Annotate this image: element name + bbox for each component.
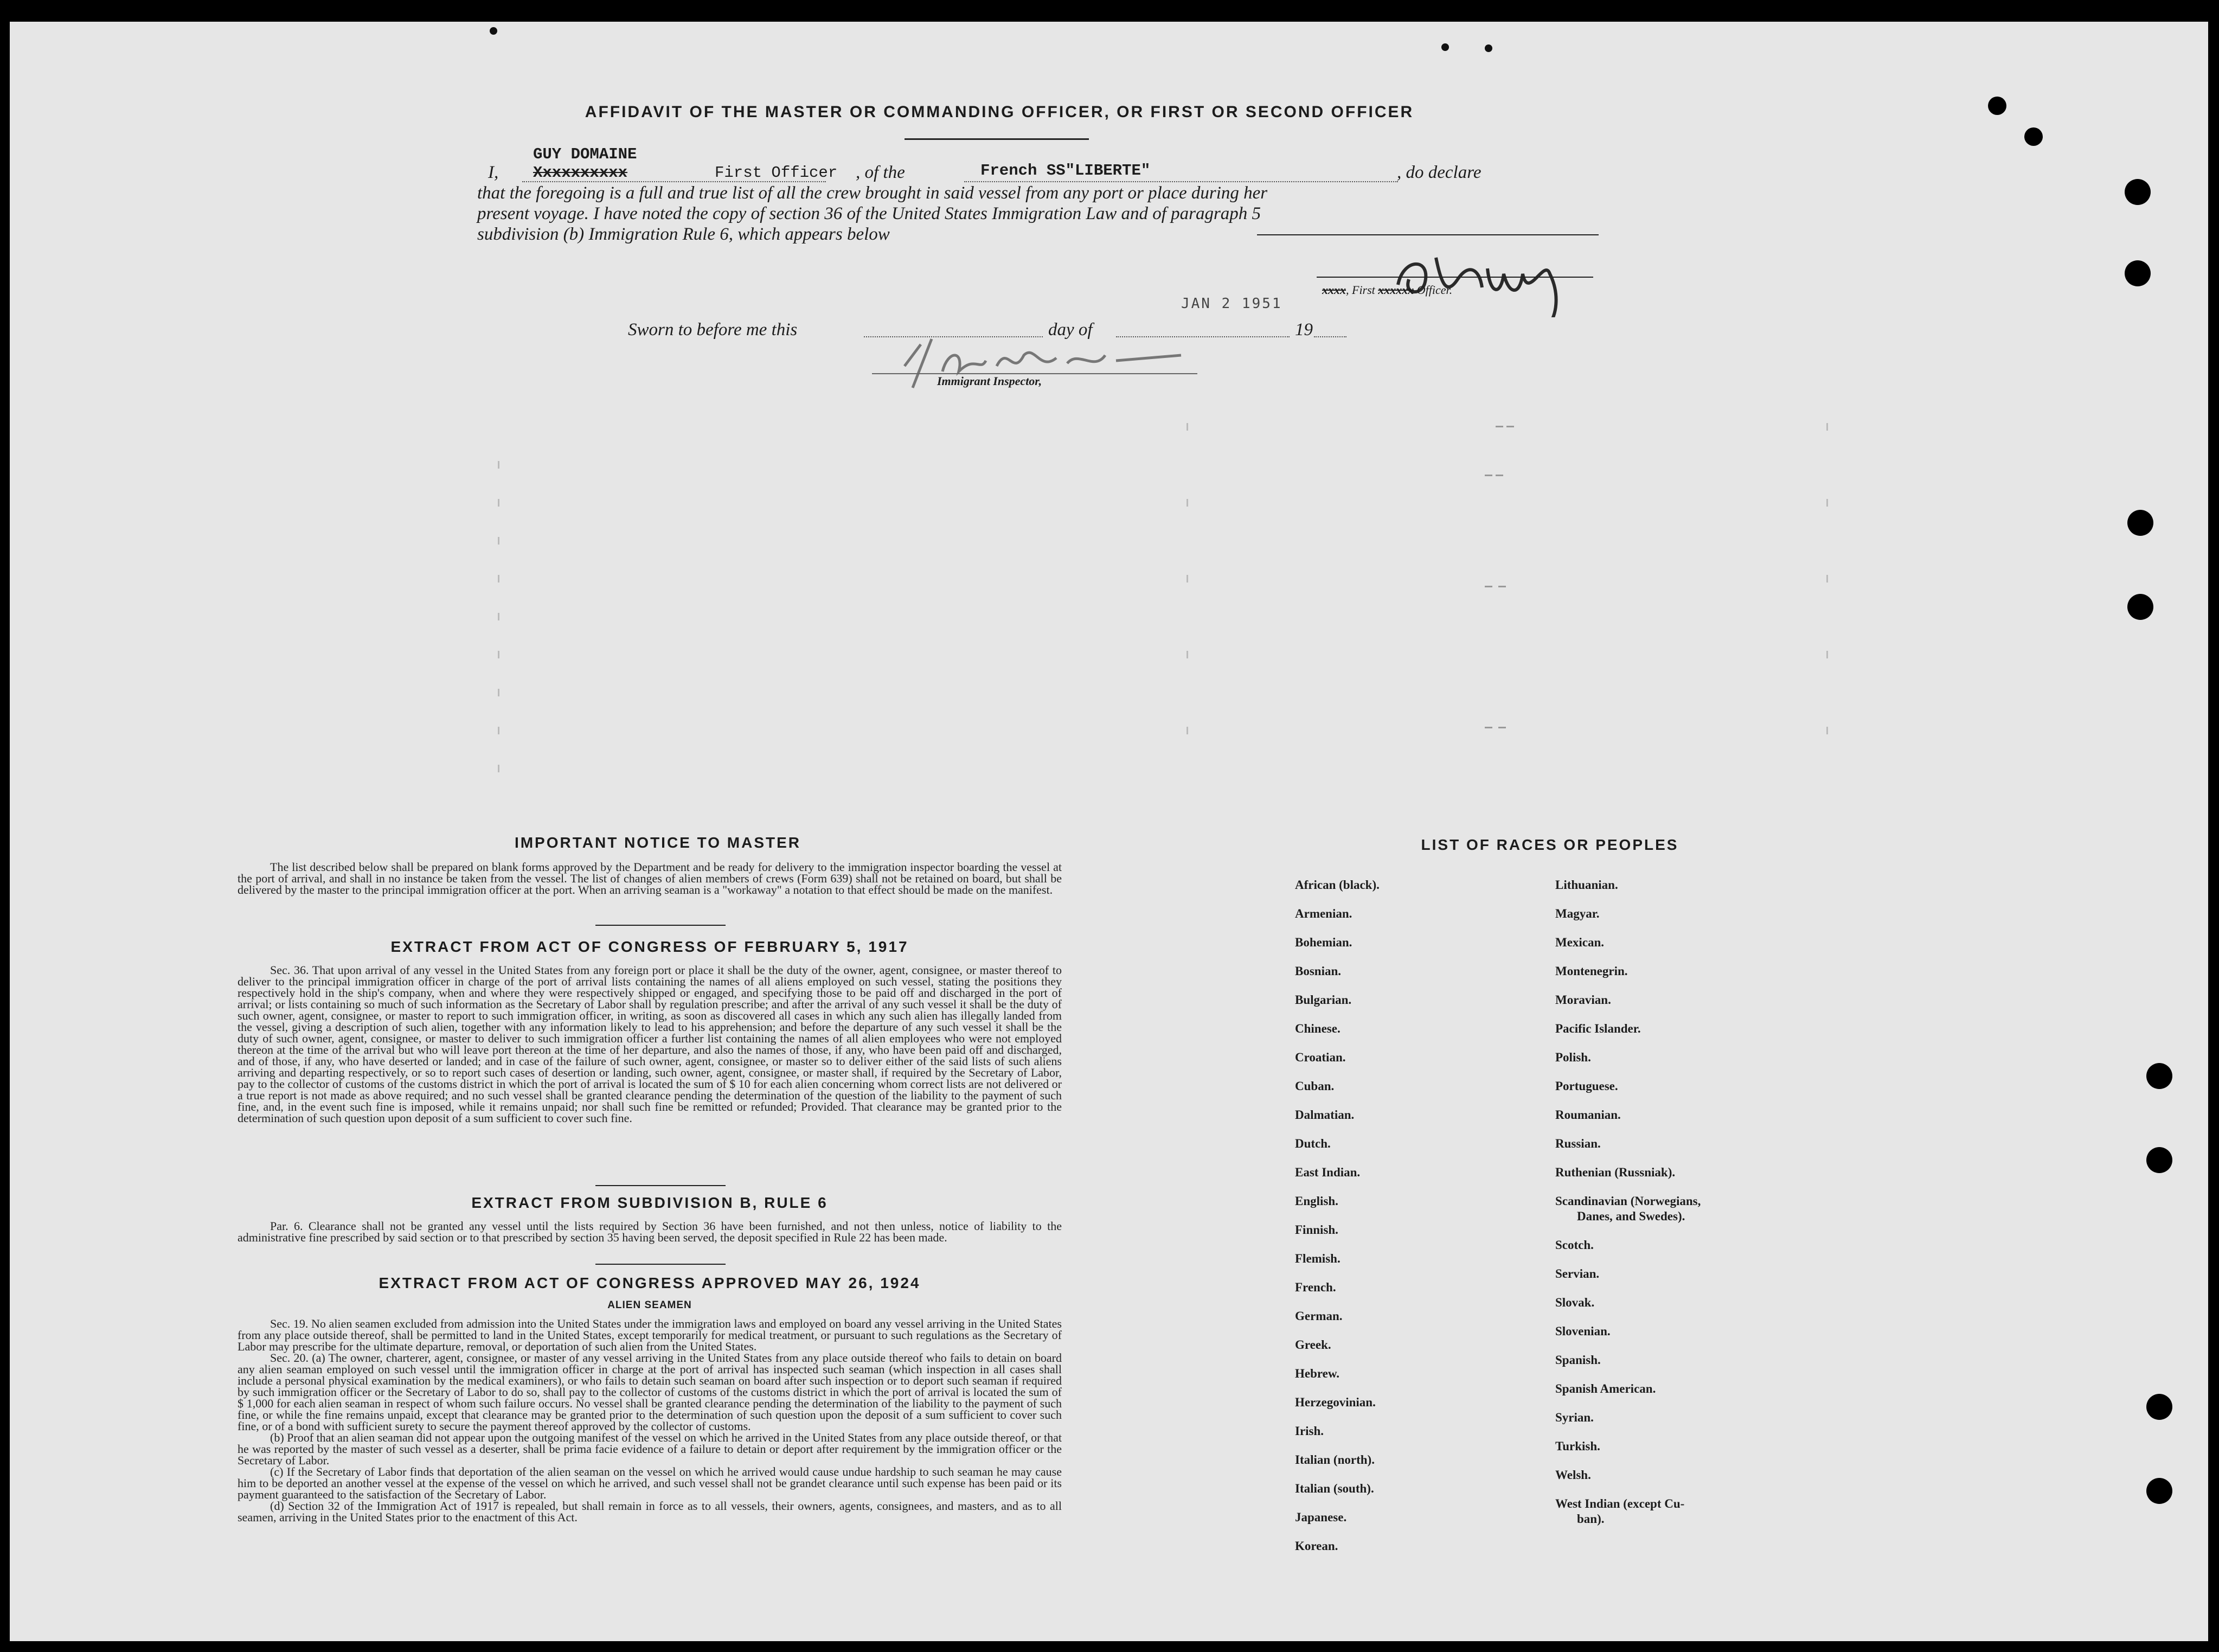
races-heading: LIST OF RACES OR PEOPLES [1421,836,1679,853]
race-item: Danes, and Swedes). [1577,1209,1685,1223]
race-item: Japanese. [1295,1510,1347,1524]
punch-hole [2146,1478,2172,1504]
typed-vessel-name: French SS"LIBERTE" [980,162,1151,180]
race-item: Scotch. [1555,1238,1594,1252]
race-item: Bosnian. [1295,964,1342,978]
race-item: Slovenian. [1555,1324,1611,1338]
race-item: Bohemian. [1295,936,1352,949]
race-item: Lithuanian. [1555,878,1618,892]
punch-hole [1988,97,2006,115]
punch-hole [2146,1394,2172,1420]
extract1-heading: EXTRACT FROM ACT OF CONGRESS OF FEBRUARY 5, 1917 [390,938,909,955]
race-item: Portuguese. [1555,1079,1618,1093]
struck-out-word: Xxxxxxxxxx [533,164,628,182]
race-item: Dalmatian. [1295,1108,1355,1122]
race-item: Greek. [1295,1338,1331,1352]
notice-heading: IMPORTANT NOTICE TO MASTER [514,834,801,851]
race-item: Magyar. [1555,907,1600,920]
notice-rule [595,925,726,926]
race-item: Herzegovinian. [1295,1395,1376,1409]
race-item: African (black). [1295,878,1380,892]
race-item: Russian. [1555,1137,1601,1150]
race-item: Finnish. [1295,1223,1338,1237]
extract3-subheading: ALIEN SEAMEN [607,1299,692,1311]
race-item: Moravian. [1555,993,1611,1007]
of-the-text: , of the [856,163,905,182]
extract2-body: Par. 6. Clearance shall not be granted any vessel until the lists required by Section 36 have been furnished, and not then unless, notice of liability to the administrative fine prescribed by said section or to that prescribed by section 35 having been served, the deposit specified in Rule 22 has been made. [238,1219,1062,1244]
inspector-label: Immigrant Inspector, [937,374,1042,388]
race-item: English. [1295,1194,1338,1208]
do-declare-text: , do declare [1397,163,1482,182]
title-rule [905,138,1089,140]
paragraph-strike-line [1257,234,1599,235]
race-item: Slovak. [1555,1296,1595,1309]
race-item: East Indian. [1295,1166,1361,1179]
typed-rank: First Officer [715,164,838,182]
race-item: Irish. [1295,1424,1324,1438]
ink-speck [1485,44,1492,52]
race-item: ban). [1577,1512,1605,1526]
race-item: Syrian. [1555,1411,1594,1424]
race-item: Welsh. [1555,1468,1591,1482]
punch-hole [2024,127,2043,146]
race-item: Croatian. [1295,1051,1346,1064]
punch-hole [2127,594,2153,620]
signature-caption: xxxx, First xxxxxx Officer. [1322,283,1453,297]
race-item: Spanish. [1555,1353,1601,1367]
race-item: Polish. [1555,1051,1591,1064]
race-item: Mexican. [1555,936,1605,949]
race-item: Pacific Islander. [1555,1022,1641,1035]
race-item: Montenegrin. [1555,964,1628,978]
date-stamp: JAN 2 1951 [1181,296,1282,312]
race-item: French. [1295,1280,1336,1294]
race-item: Armenian. [1295,907,1352,920]
race-item: Spanish American. [1555,1382,1656,1395]
race-item: Korean. [1295,1539,1338,1553]
race-item: Hebrew. [1295,1367,1339,1380]
sworn-text: Sworn to before me this [628,320,798,340]
affidavit-title: AFFIDAVIT OF THE MASTER OR COMMANDING OFFICER, OR FIRST OR SECOND OFFICER [585,103,1414,121]
race-item: Bulgarian. [1295,993,1352,1007]
race-item: Cuban. [1295,1079,1335,1093]
punch-hole [2125,260,2151,286]
day-of-text: day of [1048,320,1093,340]
typed-officer-name: GUY DOMAINE [533,145,637,163]
race-item: Scandinavian (Norwegians, [1555,1194,1701,1208]
extract3-body: Sec. 19. No alien seamen excluded from admission into the United States under the immigration laws and employed on board any vessel arriving in the United States from any place outside thereof, shall be permitted to land in the United States, except temporarily for medical treatment, or pursuant to such regulations as the Secretary of Labor may prescribe for the ultimate departure, removal, or deportation of such alien from the United States. Sec. 20. (a) The owner, charterer, agent, consignee, or master of any vessel arriving in the United States from any place outside thereof who fails to detain on board any alien seaman employed on such vessel until the immigration officer in charge at the port of arrival has inspected such seaman (which inspection in all cases shall include a personal physical examination by the medical examiners), or who fails to detain such seaman on board after such inspection or to deport such seaman if required by such immigration officer or the Secretary of Labor to do so, shall pay to the collector of customs of the customs district in which the port of arrival is located the sum of $ 1,000 for each alien seaman in respect of whom such failure occurs. No vessel shall be granted clearance pending the determination of the liability to the payment of such fine, or while the fine remains unpaid, except that clearance may be granted prior to the determination of such question upon the deposit of a sum sufficient to cover such fine, or of a bond with sufficient surety to secure the payment thereof approved by the collector of customs. (b) Proof that an alien seaman did not appear upon the outgoing manifest of the vessel on which he arrived in the United States from any place outside thereof, or that he was reported by the master of such vessel as a deserter, shall be prima facie evidence of a failure to detain or deport after requirement by the immigration officer or the Secretary of Labor. (c) If the Secretary of Labor finds that deportation of the alien seaman on the vessel on which he arrived would cause undue hardship to such seaman he may cause him to be deported an another vessel at the expense of the vessel on which he arrived, and such vessel shall not be grandet clearance until such expense has been paid or its payment guaranteed to the satisfaction of the Secretary of Labor. (d) Section 32 of the Immigration Act of 1917 is repealed, but shall remain in force as to all vessels, their owners, agents, consignees, and masters, and as to all seamen, arriving in the United States prior to the enactment of this Act. [238,1317,1062,1524]
ink-speck [490,27,497,35]
race-item: Italian (north). [1295,1453,1375,1467]
race-item: Turkish. [1555,1439,1600,1453]
race-item: German. [1295,1309,1343,1323]
punch-hole [2125,179,2151,205]
race-item: Roumanian. [1555,1108,1621,1122]
race-item: Servian. [1555,1267,1600,1280]
affidavit-line-2: that the foregoing is a full and true list of all the crew brought in said vessel from any port or place during her [477,183,1268,203]
punch-hole [2146,1063,2172,1089]
year-blank [1314,336,1346,337]
document-page [10,22,2208,1641]
vessel-blank [964,181,1398,182]
race-item: West Indian (except Cu- [1555,1497,1685,1510]
affidavit-line-4: subdivision (b) Immigration Rule 6, which appears below [477,225,890,244]
affidavit-line-3: present voyage. I have noted the copy of section 36 of the United States Immigration Law and of paragraph 5 [477,204,1261,223]
extract3-heading: EXTRACT FROM ACT OF CONGRESS APPROVED MAY 26, 1924 [379,1275,921,1291]
year-prefix: 19 [1295,320,1313,340]
signature-line [1317,277,1593,278]
race-item: Dutch. [1295,1137,1331,1150]
punch-hole [2146,1147,2172,1173]
race-item: Chinese. [1295,1022,1341,1035]
extract1-body: Sec. 36. That upon arrival of any vessel in the United States from any foreign port or place it shall be the duty of the owner, agent, consignee, or master thereof to deliver to the principal immigration officer in charge of the port of arrival lists containing the names of all aliens employed on such vessel, stating the positions they respectively hold in the ship's company, when and where they were respectively shipped or engaged, and specifying those to be paid off and discharged in the port of arrival; or lists containing so much of such information as the Secretary of Labor shall by regulation prescribe; and after the arrival of any such vessel it shall be the duty of such owner, agent, consignee, or master to report to such immigration officer, in writing, as soon as discovered all cases in which any such alien has illegally landed from the vessel, giving a description of such alien, together with any information likely to lead to his apprehension; and before the departure of any such vessel it shall be the duty of such owner, agent, consignee, or master to deliver to such immigration officer a further list containing the names of all alien employees who were not employed thereon at the time of the arrival but who will leave port thereon at the time of her departure, and also the names of those, if any, who have been paid off and discharged, and of those, if any, who have deserted or landed; and in case of the failure of such owner, agent, consignee, or master so to deliver either of the said lists of such aliens arriving and departing respectively, or so to report such cases of desertion or landing, such owner, agent, consignee, or master shall, if required by the Secretary of Labor, pay to the collector of customs of the customs district in which the port of arrival is located the sum of $ 10 for each alien concerning whom correct lists are not delivered or a true report is not made as above required; and no such vessel shall be granted clearance pending the determination of the question of the liability to the payment of such fine, and, in the event such fine is imposed, while it remains unpaid; nor shall such fine be remitted or refunded; Provided. That clearance may be granted prior to the determination of such question upon deposit of a sum sufficient to cover such fine. [238,963,1062,1125]
extract2-rule [595,1264,726,1265]
race-item: Ruthenian (Russniak). [1555,1166,1676,1179]
ink-speck [1441,43,1449,51]
extract2-heading: EXTRACT FROM SUBDIVISION B, RULE 6 [471,1194,828,1211]
race-item: Italian (south). [1295,1482,1374,1495]
i-label: I, [488,163,499,182]
notice-body: The list described below shall be prepared on blank forms approved by the Department and be ready for delivery to the immigration inspector boarding the vessel at the port of arrival, and shall in no instance be taken from the vessel. The list of changes of alien members of crews (Form 639) shall not be retained on board, but shall be delivered by the master to the principal immigration officer at the port. When an arriving seaman is a "workaway" a notation to that effect should be made on the manifest. [238,860,1062,897]
extract1-rule [595,1185,726,1186]
race-item: Flemish. [1295,1252,1341,1265]
punch-hole [2127,510,2153,536]
